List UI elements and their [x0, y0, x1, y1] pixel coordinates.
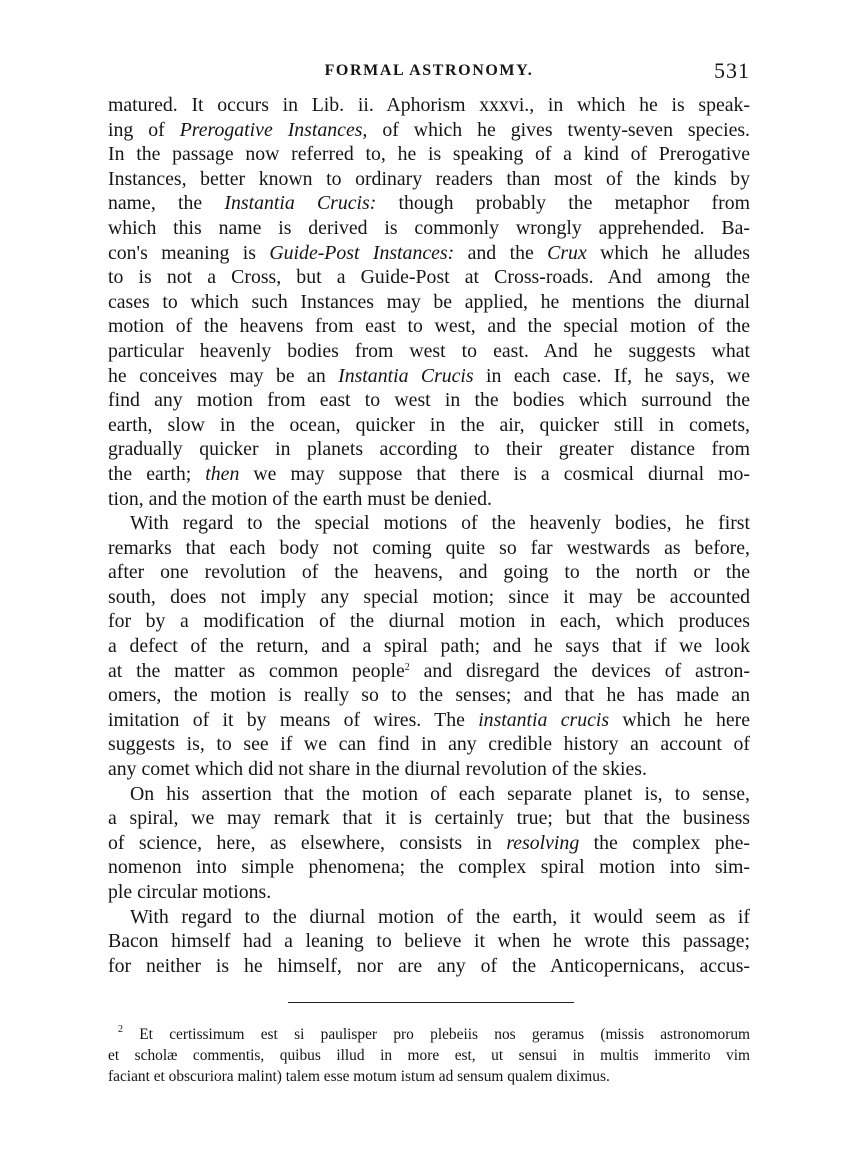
text-line — [108, 413, 750, 438]
text-line — [108, 831, 750, 856]
text-run: which he alludes — [586, 241, 750, 264]
text-run: imitation of it by means of wires. The — [108, 708, 479, 731]
text-run: cases to which such Instances may be applied, he mentions the diurnal — [108, 290, 750, 313]
text-run: With regard to the special motions of the heavenly bodies, he first — [130, 512, 750, 535]
running-head — [108, 58, 750, 88]
text-run: faciant et obscuriora malint) talem esse motum istum ad sensum qualem diximus. — [108, 1068, 610, 1085]
text-run: a defect of the return, and a spiral path; and he says that if we look — [108, 635, 750, 658]
text-run: Et certissimum est si paulisper pro plebeiis nos geramus (missis astronomorum — [123, 1026, 750, 1043]
text-line — [108, 167, 750, 192]
text-line — [108, 388, 750, 413]
paragraph — [108, 511, 750, 782]
text-run: On his assertion that the motion of each separate planet is, to sense, — [130, 782, 750, 805]
text-run: to is not a Cross, but a Guide-Post at Cross-roads. And among the — [108, 266, 750, 289]
text-run: particular heavenly bodies from west to east. And he suggests what — [108, 339, 750, 362]
italic-phrase: Guide-Post Instances: — [269, 241, 455, 264]
text-run: of science, here, as elsewhere, consists in — [108, 831, 507, 854]
text-line — [108, 364, 750, 389]
text-line — [108, 314, 750, 339]
text-run: tion, and the motion of the earth must be denied. — [108, 487, 492, 510]
text-run: With regard to the diurnal motion of the earth, it would seem as if — [130, 905, 750, 928]
text-run: he conceives may be an — [108, 364, 339, 387]
italic-phrase: then — [205, 462, 240, 485]
italic-phrase: Prerogative Instances, — [179, 118, 368, 141]
paragraph — [108, 782, 750, 905]
text-run: suggests is, to see if we can find in any credible history an account of — [108, 733, 750, 756]
text-line — [108, 782, 750, 807]
text-run: for neither is he himself, nor are any of the Anticopernicans, accus- — [108, 954, 750, 977]
text-run: and disregard the devices of astron- — [409, 659, 750, 682]
text-run: ple circular motions. — [108, 881, 272, 903]
text-run: a spiral, we may remark that it is certainly true; but that the business — [108, 807, 750, 830]
text-run: the earth; — [108, 462, 206, 485]
text-line — [108, 191, 750, 216]
text-line — [108, 855, 750, 880]
italic-phrase: Instantia Crucis: — [224, 192, 377, 215]
text-line — [108, 560, 750, 585]
text-line — [108, 511, 750, 536]
text-line — [108, 806, 750, 831]
text-run: Instances, better known to ordinary readers than most of the kinds by — [108, 167, 750, 190]
text-line — [108, 905, 750, 930]
text-line — [108, 487, 750, 512]
text-line — [108, 93, 750, 118]
text-run: of which he gives twenty-seven species. — [367, 118, 750, 141]
text-line — [108, 609, 750, 634]
footnote-line — [108, 1066, 750, 1087]
text-run: Bacon himself had a leaning to believe it when he wrote this passage; — [108, 930, 750, 953]
text-line — [108, 954, 750, 979]
text-run: name, the — [108, 192, 225, 215]
text-run: ing of — [108, 118, 180, 141]
text-line — [108, 118, 750, 143]
text-line — [108, 929, 750, 954]
text-line — [108, 216, 750, 241]
text-run: remarks that each body not coming quite so far westwards as before, — [108, 536, 750, 559]
text-line — [108, 142, 750, 167]
text-run: which this name is derived is commonly wrongly apprehended. Ba- — [108, 216, 750, 239]
text-line — [108, 339, 750, 364]
text-run: at the matter as common people — [108, 659, 405, 682]
text-line — [108, 536, 750, 561]
text-line — [108, 462, 750, 487]
footnote-marker: 2 — [118, 1024, 123, 1035]
text-line — [108, 265, 750, 290]
text-line — [108, 683, 750, 708]
text-run: earth, slow in the ocean, quicker in the air, quicker still in comets, — [108, 413, 750, 436]
text-run: and the — [454, 241, 548, 264]
footnote-line — [108, 1024, 750, 1045]
text-line — [108, 437, 750, 462]
footnote-line — [108, 1045, 750, 1066]
paragraph — [108, 905, 750, 979]
text-run: gradually quicker in planets according to their greater distance from — [108, 438, 750, 461]
text-line — [108, 732, 750, 757]
text-run: con's meaning is — [108, 241, 270, 264]
text-run: matured. It occurs in Lib. ii. Aphorism xxxvi., in which he is speak- — [108, 94, 750, 116]
text-run: south, does not imply any special motion; since it may be accounted — [108, 585, 750, 608]
text-line — [108, 708, 750, 733]
text-run: for by a modification of the diurnal motion in each, which produces — [108, 610, 750, 633]
running-title: FORMAL ASTRONOMY. — [324, 62, 534, 79]
text-run: find any motion from east to west in the bodies which surround the — [108, 389, 750, 412]
italic-phrase: resolving — [506, 831, 580, 854]
text-line — [108, 757, 750, 782]
text-run: which he here — [609, 708, 750, 731]
text-run: the complex phe- — [579, 831, 750, 854]
text-run: In the passage now referred to, he is speaking of a kind of Prerogative — [108, 143, 750, 166]
text-run: we may suppose that there is a cosmical diurnal mo- — [239, 462, 750, 485]
text-run: though probably the metaphor from — [376, 192, 750, 215]
paragraph — [108, 93, 750, 511]
text-line — [108, 241, 750, 266]
italic-phrase: Crux — [547, 241, 587, 264]
footnote-marker: 2 — [404, 661, 410, 673]
text-line — [108, 290, 750, 315]
footnote — [108, 1024, 750, 1087]
text-run: omers, the motion is really so to the senses; and that he has made an — [108, 684, 750, 707]
italic-phrase: Instantia Crucis — [338, 364, 474, 387]
text-run: motion of the heavens from east to west, and the special motion of the — [108, 315, 750, 338]
page-number: 531 — [714, 58, 750, 83]
footnote-rule — [288, 1002, 574, 1003]
text-run: et scholæ commentis, quibus illud in more est, ut sensui in multis immerito vim — [108, 1047, 750, 1064]
text-line — [108, 634, 750, 659]
text-run: nomenon into simple phenomena; the complex spiral motion into sim- — [108, 856, 750, 879]
body-text — [108, 93, 750, 978]
text-run: in each case. If, he says, we — [473, 364, 750, 387]
text-line — [108, 585, 750, 610]
text-line — [108, 659, 750, 684]
text-run: after one revolution of the heavens, and going to the north or the — [108, 561, 750, 584]
italic-phrase: instantia crucis — [478, 708, 610, 731]
text-run: any comet which did not share in the diurnal revolution of the skies. — [108, 758, 647, 781]
text-line — [108, 880, 750, 905]
